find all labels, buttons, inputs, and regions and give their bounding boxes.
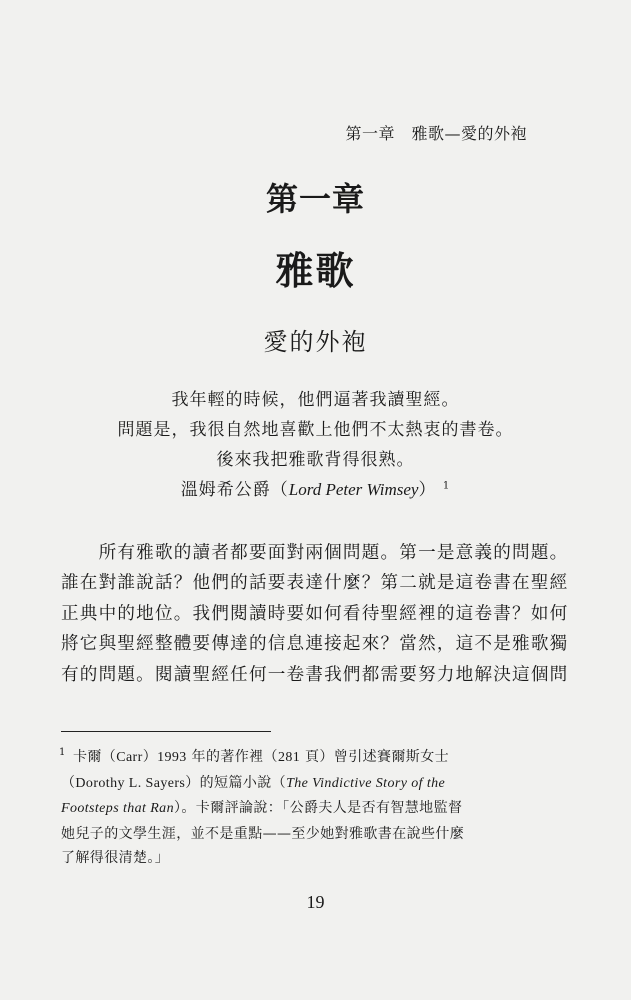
epigraph-attribution <box>0 475 631 505</box>
footnote-text: ）的短篇小說（ <box>185 774 287 791</box>
body-paragraph <box>61 538 569 690</box>
footnote-marker: 1 <box>59 747 66 758</box>
body-line: 將它與聖經整體要傳達的信息連接起來？當然，這不是雅歌獨 <box>61 634 569 655</box>
footnote-text: 頁）曾引述賽爾斯女士 <box>300 749 450 765</box>
epigraph-line: 我年輕的時候，他們逼著我讀聖經。 <box>171 390 460 410</box>
footnote-reference[interactable]: 1 <box>442 480 451 492</box>
body-line: 有的問題。閱讀聖經任何一卷書我們都需要努力地解決這個問 <box>61 664 569 685</box>
footnote-text: 年的著作裡（ <box>186 749 278 765</box>
footnote-text: ） <box>142 749 158 765</box>
footnote-text: Carr <box>116 750 143 765</box>
footnote-text: 1993 <box>157 750 187 765</box>
footnote-text: 卡爾（ <box>73 749 117 765</box>
footnote-text: Footsteps that Ran <box>61 801 174 816</box>
attribution-zh-prefix: 溫姆希公爵（ <box>180 480 289 500</box>
footnote-text: Dorothy L. Sayers <box>75 775 186 791</box>
footnote-line <box>61 771 541 797</box>
body-line: 所有雅歌的讀者都要面對兩個問題。第一是意義的問題。 <box>61 543 569 563</box>
chapter-title: 雅歌 <box>275 248 356 293</box>
page-number: 19 <box>306 892 325 912</box>
footnote <box>61 745 541 871</box>
epigraph <box>0 385 631 505</box>
chapter-subtitle: 愛的外袍 <box>263 328 368 356</box>
epigraph-line: 後來我把雅歌背得很熟。 <box>216 450 415 470</box>
chapter-label: 第一章 <box>265 180 365 218</box>
running-header: 第一章 雅歌—愛的外袍 <box>345 124 527 143</box>
body-line: 正典中的地位。我們閱讀時要如何看待聖經裡的這卷書？如何 <box>61 603 569 624</box>
epigraph-line: 問題是，我很自然地喜歡上他們不太熱衷的書卷。 <box>117 420 514 440</box>
body-line: 誰在對誰說話？他們的話要表達什麼？第二就是這卷書在聖經 <box>61 573 569 594</box>
footnote-text: （ <box>61 774 76 791</box>
attribution-zh-suffix: ） <box>418 480 437 500</box>
footnote-text: The Vindictive Story of the <box>286 775 446 791</box>
footnote-line: 了解得很清楚。」 <box>61 850 170 866</box>
footnote-divider <box>61 731 271 732</box>
footnote-line: 她兒子的文學生涯，並不是重點——至少她對雅歌書在說些什麼 <box>61 825 465 842</box>
footnote-line <box>61 796 541 822</box>
attribution-en: Lord Peter Wimsey <box>288 480 419 499</box>
footnote-text: 281 <box>277 750 301 765</box>
footnote-text: ）。卡爾評論說：「公爵夫人是否有智慧地監督 <box>173 800 463 816</box>
footnote-line <box>61 745 541 771</box>
